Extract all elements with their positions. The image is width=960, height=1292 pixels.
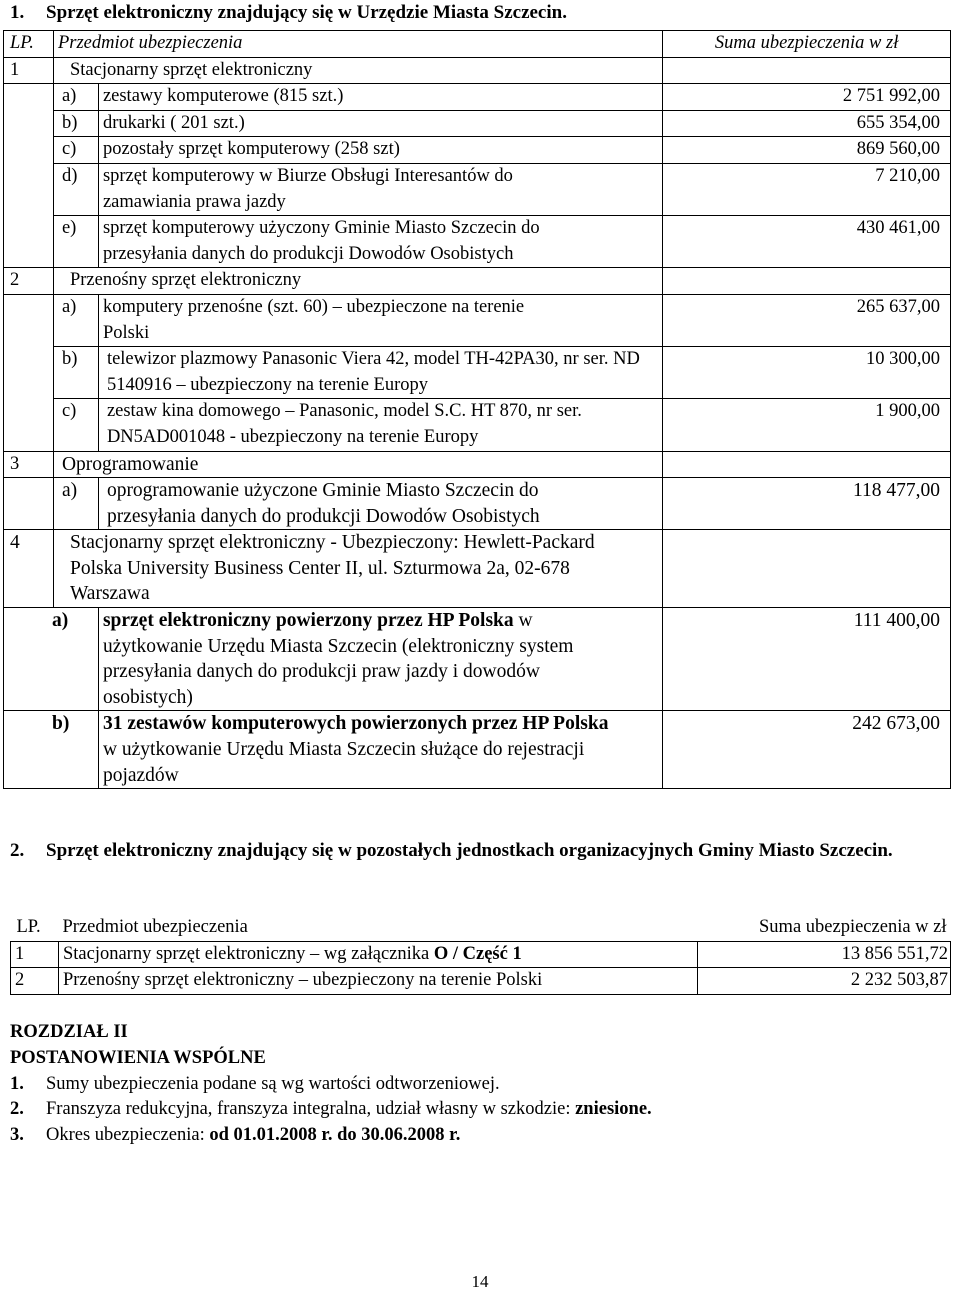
item-amount: 2 751 992,00 [663, 84, 951, 111]
item-letter: d) [53, 163, 98, 215]
item-text: zestaw kina domowego – Panasonic, model S.C. HT 870, nr ser. DN5AD001048 - ubezpieczony na terenie Europy [98, 399, 662, 451]
empty-cell [663, 57, 951, 84]
item-letter: e) [53, 216, 98, 268]
row-text-cell [58, 968, 697, 995]
group-number: 2 [4, 268, 54, 295]
row-text: Przenośny sprzęt elektroniczny – ubezpieczony na terenie Polski [62, 970, 543, 991]
section1-title: Sprzęt elektroniczny znajdujący się w Urzędzie Miasta Szczecin. [46, 2, 567, 23]
section2-heading [10, 838, 955, 864]
chapter-block [10, 1020, 652, 1149]
group-number: 3 [4, 451, 54, 478]
group-row [4, 451, 951, 478]
empty-cell [4, 84, 54, 111]
item-number: 2. [10, 1099, 24, 1120]
item-text: sprzęt komputerowy użyczony Gminie Miasto Szczecin do przesyłania danych do produkcji Dowodów Osobistych [98, 216, 662, 268]
item-amount: 7 210,00 [663, 163, 951, 215]
item-letter: b) [53, 347, 98, 399]
item-letter: b) [4, 711, 99, 789]
item-text-bold: zniesione. [575, 1099, 652, 1120]
item-text: w użytkowanie Urzędu Miasta Szczecin (elektroniczny system przesyłania danych do produkcji praw jazdy i dowodów osobistych) [102, 610, 574, 708]
row-text: Stacjonarny sprzęt elektroniczny – wg załącznika [62, 943, 434, 964]
item-text: drukarki ( 201 szt.) [98, 110, 662, 137]
item-text: sprzęt komputerowy w Biurze Obsługi Interesantów do zamawiania prawa jazdy [98, 163, 662, 215]
header-lp: LP. [16, 917, 41, 937]
item-letter: a) [53, 84, 98, 111]
item-text-cell [98, 608, 662, 711]
item-number: 1. [10, 1073, 24, 1094]
header-sum: Suma ubezpieczenia w zł [663, 31, 951, 58]
item-letter: a) [53, 294, 98, 346]
item-amount: 10 300,00 [663, 347, 951, 399]
item-amount: 242 673,00 [663, 711, 951, 789]
empty-cell [4, 137, 54, 164]
table-row [4, 347, 951, 399]
row-text-bold: O / Część 1 [433, 943, 522, 964]
section1-table [3, 30, 951, 789]
header-subject: Przedmiot ubezpieczenia [62, 917, 248, 937]
empty-cell [663, 451, 951, 478]
item-text: oprogramowanie użyczone Gminie Miasto Szczecin do przesyłania danych do produkcji Dowodów Osobistych [98, 478, 662, 530]
table-row [4, 399, 951, 451]
row-amount: 2 232 503,87 [698, 968, 951, 995]
item-letter: a) [53, 478, 98, 530]
empty-cell [4, 163, 54, 215]
table-header-row [4, 31, 951, 58]
item-amount: 1 900,00 [663, 399, 951, 451]
item-amount: 869 560,00 [663, 137, 951, 164]
table-row [4, 110, 951, 137]
section2-title: Sprzęt elektroniczny znajdujący się w pozostałych jednostkach organizacyjnych Gminy Miasto Szczecin. [46, 840, 893, 861]
table-row [4, 163, 951, 215]
table-row [4, 216, 951, 268]
item-text: telewizor plazmowy Panasonic Viera 42, model TH-42PA30, nr ser. ND 5140916 – ubezpieczony na terenie Europy [98, 347, 662, 399]
row-number: 2 [11, 968, 59, 995]
list-item [10, 1123, 652, 1149]
table-row [11, 968, 951, 995]
item-letter: c) [53, 137, 98, 164]
item-amount: 430 461,00 [663, 216, 951, 268]
item-letter: a) [4, 608, 99, 711]
table-row [11, 941, 951, 968]
empty-cell [663, 268, 951, 295]
empty-cell [4, 216, 54, 268]
empty-cell [4, 347, 54, 399]
group-number: 1 [4, 57, 54, 84]
group-title: Oprogramowanie [53, 451, 662, 478]
group-title-cell [53, 530, 662, 608]
item-text: Sumy ubezpieczenia podane są wg wartości odtworzeniowej. [46, 1073, 500, 1094]
group-title: Stacjonarny sprzęt elektroniczny - [69, 532, 342, 554]
table-row [4, 478, 951, 530]
group-number: 4 [4, 530, 54, 608]
section2-table [10, 915, 951, 995]
table-row [4, 608, 951, 711]
item-text-bold: 31 zestawów komputerowych powierzonych przez HP Polska [102, 713, 609, 735]
empty-cell [4, 478, 54, 530]
section1-heading [10, 0, 567, 26]
page-number: 14 [471, 1272, 489, 1291]
item-text-cell [98, 711, 662, 789]
header-subject: Przedmiot ubezpieczenia [53, 31, 662, 58]
list-item [10, 1097, 652, 1123]
item-text: pozostały sprzęt komputerowy (258 szt) [98, 137, 662, 164]
item-amount: 655 354,00 [663, 110, 951, 137]
item-text: Okres ubezpieczenia: [46, 1125, 210, 1146]
item-letter: b) [53, 110, 98, 137]
header-lp: LP. [4, 31, 54, 58]
row-number: 1 [11, 941, 59, 968]
empty-cell [4, 294, 54, 346]
group-row [4, 57, 951, 84]
table-row [4, 711, 951, 789]
section2-number: 2. [10, 840, 25, 861]
item-letter: c) [53, 399, 98, 451]
group-title: Przenośny sprzęt elektroniczny [53, 268, 662, 295]
item-amount: 118 477,00 [663, 478, 951, 530]
item-text-bold: sprzęt elektroniczny powierzony przez HP Polska [102, 610, 514, 632]
item-text: w użytkowanie Urzędu Miasta Szczecin służące do rejestracji pojazdów [102, 739, 585, 786]
table-row [4, 294, 951, 346]
chapter-subtitle: POSTANOWIENIA WSPÓLNE [10, 1047, 266, 1068]
list-item [10, 1072, 652, 1098]
item-amount: 265 637,00 [663, 294, 951, 346]
group-row [4, 268, 951, 295]
chapter-title: ROZDZIAŁ II [10, 1022, 128, 1042]
empty-cell [4, 399, 54, 451]
header-sum: Suma ubezpieczenia w zł [759, 917, 947, 937]
group-title: Stacjonarny sprzęt elektroniczny [53, 57, 662, 84]
table-header-row [11, 915, 951, 941]
row-amount: 13 856 551,72 [698, 941, 951, 968]
item-text: zestawy komputerowe (815 szt.) [98, 84, 662, 111]
table-row [4, 137, 951, 164]
section1-number: 1. [10, 2, 25, 23]
item-text: Franszyza redukcyjna, franszyza integralna, udział własny w szkodzie: [46, 1099, 576, 1120]
group-row [4, 530, 951, 608]
group-title-extra: Ubezpieczony: Hewlett-Packard Polska University Business Center II, ul. Szturmowa 2a, 02-678 Warszawa [69, 532, 595, 605]
item-number: 3. [10, 1125, 24, 1146]
item-text: komputery przenośne (szt. 60) – ubezpieczone na terenie Polski [98, 294, 662, 346]
empty-cell [663, 530, 951, 608]
item-text-bold: od 01.01.2008 r. do 30.06.2008 r. [209, 1125, 461, 1146]
empty-cell [4, 110, 54, 137]
table-row [4, 84, 951, 111]
row-text-cell [58, 941, 697, 968]
item-amount: 111 400,00 [663, 608, 951, 711]
